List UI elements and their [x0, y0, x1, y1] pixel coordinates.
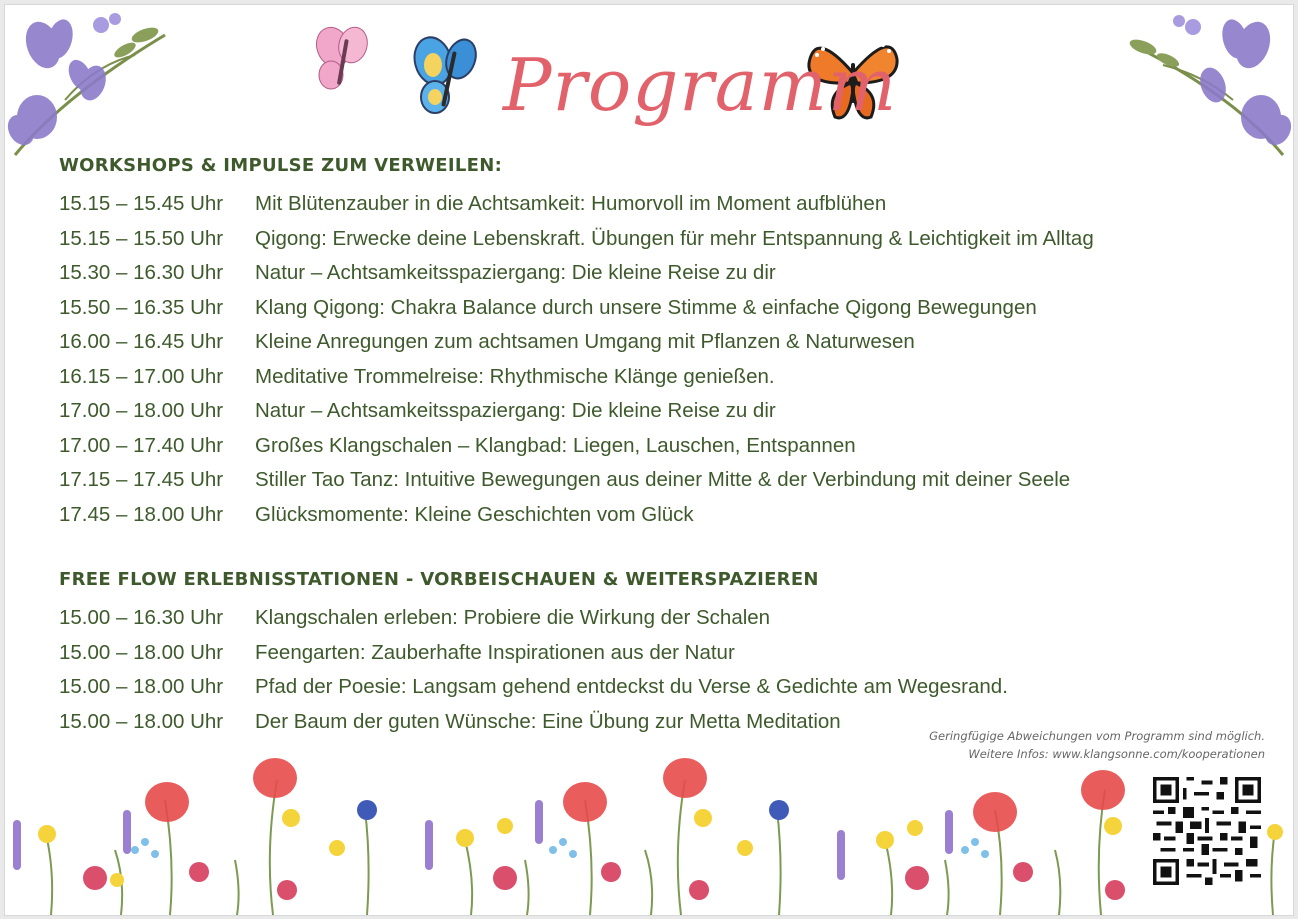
- item-text: Pfad der Poesie: Langsam gehend entdeckst du Verse & Gedichte am Wegesrand.: [255, 675, 1008, 699]
- list-item: [59, 325, 1094, 360]
- item-time: 15.00 – 18.00 Uhr: [59, 640, 224, 664]
- item-text: Klang Qigong: Chakra Balance durch unsere Stimme & einfache Qigong Bewegungen: [255, 295, 1037, 319]
- item-text: Kleine Anregungen zum achtsamen Umgang mit Pflanzen & Naturwesen: [255, 330, 915, 354]
- blue-butterfly-icon: [411, 35, 483, 117]
- item-text: Großes Klangschalen – Klangbad: Liegen, Lauschen, Entspannen: [255, 433, 856, 457]
- item-time: 15.30 – 16.30 Uhr: [59, 261, 224, 285]
- program-flyer: [4, 4, 1294, 916]
- item-text: Der Baum der guten Wünsche: Eine Übung zur Metta Meditation: [255, 709, 841, 733]
- lavender-flower-icon: [1113, 5, 1293, 165]
- item-text: Glücksmomente: Kleine Geschichten vom Glück: [255, 502, 694, 526]
- list-item: [59, 498, 1094, 533]
- section-heading-free-flow: FREE FLOW ERLEBNISSTATIONEN - VORBEISCHAUEN & WEITERSPAZIEREN: [59, 569, 819, 590]
- list-item: [59, 601, 1008, 636]
- list-item: [59, 705, 1008, 740]
- page-title: Programm: [503, 43, 898, 127]
- item-text: Meditative Trommelreise: Rhythmische Klänge genießen.: [255, 364, 775, 388]
- item-time: 16.15 – 17.00 Uhr: [59, 364, 224, 388]
- item-time: 17.00 – 17.40 Uhr: [59, 433, 224, 457]
- list-item: [59, 670, 1008, 705]
- free-flow-list: [59, 601, 1008, 739]
- item-time: 15.50 – 16.35 Uhr: [59, 295, 224, 319]
- item-time: 15.00 – 18.00 Uhr: [59, 709, 224, 733]
- item-text: Mit Blütenzauber in die Achtsamkeit: Humorvoll im Moment aufblühen: [255, 192, 887, 216]
- item-text: Natur – Achtsamkeitsspaziergang: Die kleine Reise zu dir: [255, 261, 776, 285]
- list-item: [59, 463, 1094, 498]
- lavender-flower-icon: [5, 5, 185, 165]
- item-text: Feengarten: Zauberhafte Inspirationen aus der Natur: [255, 640, 735, 664]
- list-item: [59, 187, 1094, 222]
- item-time: 15.00 – 16.30 Uhr: [59, 606, 224, 630]
- item-text: Qigong: Erwecke deine Lebenskraft. Übungen für mehr Entspannung & Leichtigkeit im Alltag: [255, 226, 1094, 250]
- item-time: 17.45 – 18.00 Uhr: [59, 502, 224, 526]
- qr-code-icon[interactable]: [1153, 777, 1261, 885]
- section-heading-workshops: WORKSHOPS & IMPULSE ZUM VERWEILEN:: [59, 155, 503, 176]
- item-time: 15.15 – 15.50 Uhr: [59, 226, 224, 250]
- meadow-flowers-decoration: [5, 750, 1293, 915]
- list-item: [59, 222, 1094, 257]
- item-time: 15.15 – 15.45 Uhr: [59, 192, 224, 216]
- item-text: Klangschalen erleben: Probiere die Wirkung der Schalen: [255, 606, 771, 630]
- list-item: [59, 394, 1094, 429]
- item-time: 17.15 – 17.45 Uhr: [59, 468, 224, 492]
- item-text: Natur – Achtsamkeitsspaziergang: Die kleine Reise zu dir: [255, 399, 776, 423]
- list-item: [59, 256, 1094, 291]
- workshop-list: [59, 187, 1094, 532]
- footnote-link: Weitere Infos: www.klangsonne.com/kooperationen: [968, 747, 1265, 761]
- item-time: 16.00 – 16.45 Uhr: [59, 330, 224, 354]
- item-text: Stiller Tao Tanz: Intuitive Bewegungen aus deiner Mitte & der Verbindung mit deiner Seele: [255, 468, 1071, 492]
- pink-butterfly-icon: [313, 25, 373, 97]
- item-time: 15.00 – 18.00 Uhr: [59, 675, 224, 699]
- list-item: [59, 360, 1094, 395]
- list-item: [59, 636, 1008, 671]
- item-time: 17.00 – 18.00 Uhr: [59, 399, 224, 423]
- footnote-disclaimer: Geringfügige Abweichungen vom Programm sind möglich.: [929, 729, 1265, 743]
- list-item: [59, 429, 1094, 464]
- list-item: [59, 291, 1094, 326]
